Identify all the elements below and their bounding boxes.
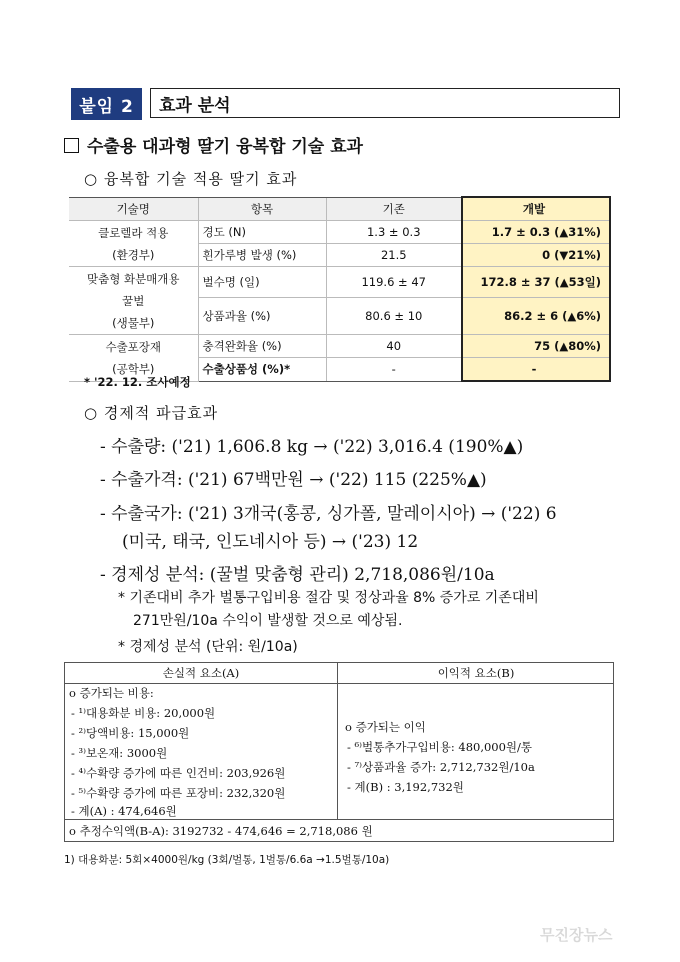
gain-line: - ⁷⁾상품과율 증가: 2,712,732원/10a: [347, 760, 535, 774]
gain-header: 이익적 요소(B): [437, 666, 515, 680]
dev-cell: 172.8 ± 37 (▲53일): [462, 267, 610, 298]
loss-line: - ³⁾보온재: 3000원: [71, 746, 168, 760]
subsection-title: ○ 융복합 기술 적용 딸기 효과: [84, 170, 298, 188]
table-row: [69, 221, 610, 244]
base-cell: 80.6 ± 10: [326, 298, 462, 335]
analysis-unit-note: * 경제성 분석 (단위: 원/10a): [118, 639, 298, 655]
bullet-export-countries-cont: (미국, 태국, 인도네시아 등) → ('23) 12: [122, 532, 419, 552]
bullet-economic-analysis: - 경제성 분석: (꿀벌 맞춤형 관리) 2,718,086원/10a: [100, 565, 495, 585]
item-cell: 수출상품성 (%)*: [198, 358, 326, 382]
gain-line: o 증가되는 이익: [345, 720, 426, 734]
loss-line: - ⁵⁾수확량 증가에 따른 포장비: 232,320원: [71, 786, 286, 800]
checkbox-icon: [64, 138, 79, 153]
footnote: 1) 대용화분: 5회×4000원/kg (3회/벌통, 1벌통/6.6a →1.5벌통/10a): [64, 854, 390, 866]
appendix-badge: 붙임 2: [71, 88, 142, 120]
loss-total: - 계(A) : 474,646원: [71, 804, 177, 818]
base-cell: -: [326, 358, 462, 382]
economic-analysis-table: [64, 662, 614, 842]
table-row: [69, 267, 610, 298]
dev-cell: 75 (▲80%): [462, 335, 610, 358]
item-cell: 충격완화율 (%): [198, 335, 326, 358]
col-header-tech: 기술명: [69, 197, 198, 221]
bullet-export-countries: - 수출국가: ('21) 3개국(홍콩, 싱가폴, 말레이시아) → ('22) 6: [100, 504, 557, 524]
table-row: [69, 335, 610, 358]
section-title-text: 수출용 대과형 딸기 융복합 기술 효과: [87, 137, 363, 157]
tech-effect-table: [69, 196, 611, 382]
dev-cell: 0 (▼21%): [462, 244, 610, 267]
base-cell: 21.5: [326, 244, 462, 267]
bullet-export-volume: - 수출량: ('21) 1,606.8 kg → ('22) 3,016.4 (190%▲): [100, 437, 524, 457]
col-header-base: 기존: [326, 197, 462, 221]
base-cell: 119.6 ± 47: [326, 267, 462, 298]
dev-cell: 1.7 ± 0.3 (▲31%): [462, 221, 610, 244]
estimated-profit: o 추정수익액(B-A): 3192732 - 474,646 = 2,718,086 원: [69, 824, 373, 838]
gain-line: - ⁶⁾벌통추가구입비용: 480,000원/통: [347, 740, 533, 754]
section-title: [64, 132, 363, 157]
analysis-note: * 기존대비 추가 벌통구입비용 절감 및 정상과율 8% 증가로 기존대비: [118, 590, 539, 606]
col-header-dev: 개발: [462, 197, 610, 221]
page-title: 효과 분석: [150, 88, 620, 118]
table-header-row: [69, 197, 610, 221]
base-cell: 1.3 ± 0.3: [326, 221, 462, 244]
loss-header: 손실적 요소(A): [162, 666, 240, 680]
bullet-export-price: - 수출가격: ('21) 67백만원 → ('22) 115 (225%▲): [100, 470, 487, 490]
tech-cell: 맞춤형 화분매개용 꿀벌 (생물부): [69, 267, 198, 335]
analysis-note-cont: 271만원/10a 수익이 발생할 것으로 예상됨.: [133, 613, 403, 629]
item-cell: 경도 (N): [198, 221, 326, 244]
item-cell: 벌수명 (일): [198, 267, 326, 298]
tech-cell: 클로렐라 적용 (환경부): [69, 221, 198, 267]
base-cell: 40: [326, 335, 462, 358]
dev-cell: -: [462, 358, 610, 382]
loss-line: - ²⁾당액비용: 15,000원: [71, 726, 190, 740]
survey-note: * '22. 12. 조사예정: [84, 375, 191, 389]
gain-total: - 계(B) : 3,192,732원: [347, 780, 464, 794]
watermark-logo: 무진장뉴스: [540, 926, 613, 944]
dev-cell: 86.2 ± 6 (▲6%): [462, 298, 610, 335]
table-footer-row: [65, 819, 613, 842]
col-header-item: 항목: [198, 197, 326, 221]
tech-cell: 수출포장재 (공학부): [69, 335, 198, 382]
column-divider: [337, 663, 338, 819]
loss-line: - ⁴⁾수확량 증가에 따른 인건비: 203,926원: [71, 766, 286, 780]
loss-line: - ¹⁾대용화분 비용: 20,000원: [71, 706, 216, 720]
item-cell: 상품과율 (%): [198, 298, 326, 335]
loss-line: o 증가되는 비용:: [69, 686, 154, 700]
table-header-row: [65, 663, 613, 684]
item-cell: 흰가루병 발생 (%): [198, 244, 326, 267]
subsection-title-economic: ○ 경제적 파급효과: [84, 404, 219, 422]
